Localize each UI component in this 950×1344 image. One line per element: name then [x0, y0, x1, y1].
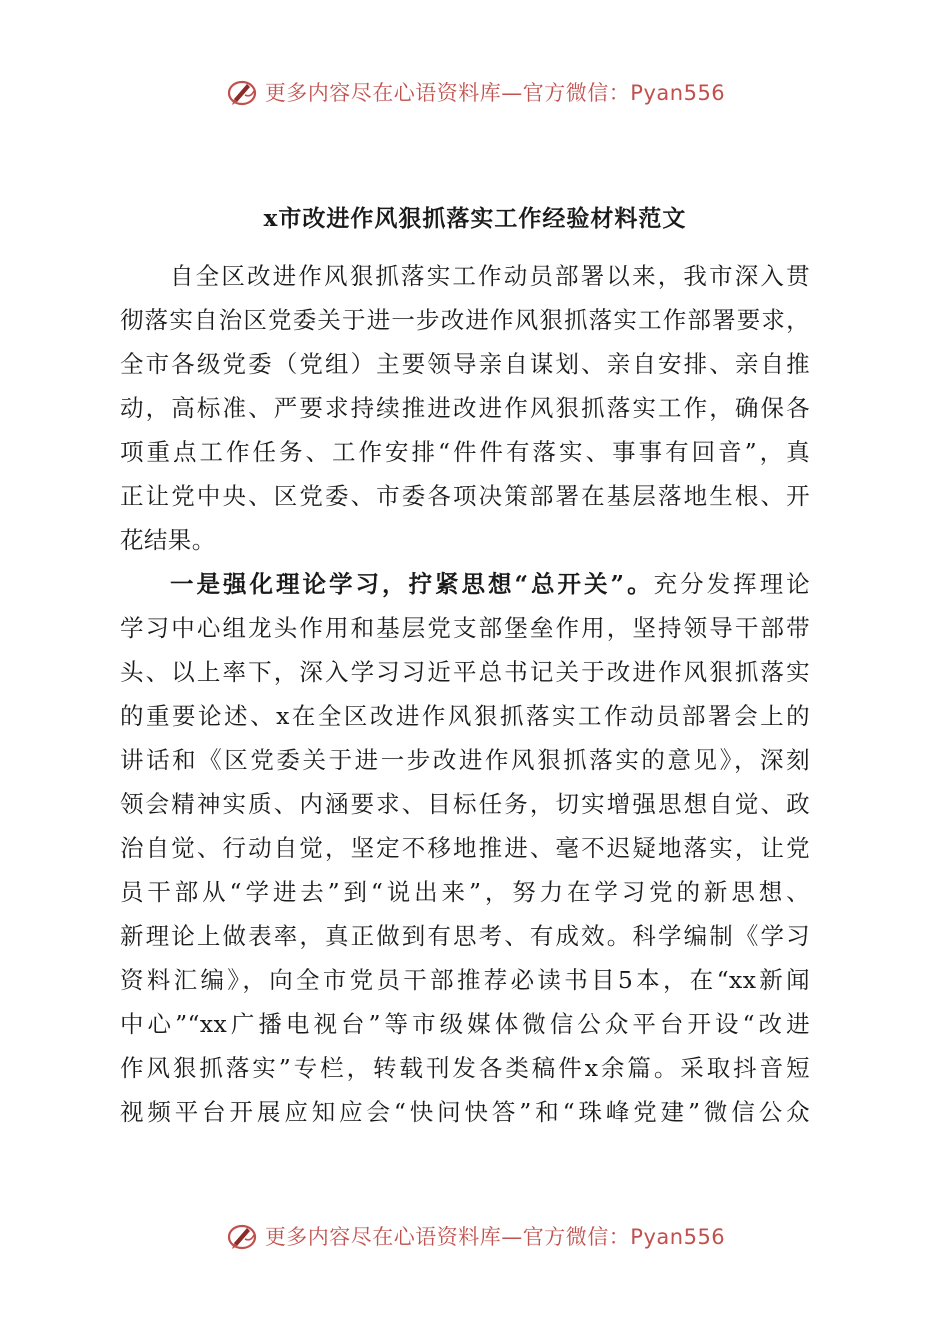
document-title: x市改进作风狠抓落实工作经验材料范文 — [263, 205, 687, 232]
footer-banner-text: 更多内容尽在心语资料库—官方微信：Pyan556 — [264, 1225, 726, 1249]
paragraph1-line: 项重点工作任务、工作安排“件件有落实、事事有回音”，真 — [120, 438, 810, 466]
paragraph2-line: 视频平台开展应知应会“快问快答”和“珠峰党建”微信公众 — [120, 1098, 810, 1126]
paragraph2-lead-heading: 一是强化理论学习，拧紧思想“总开关”。 — [170, 570, 654, 598]
paragraph2-line: 员干部从“学进去”到“说出来”，努力在学习党的新思想、 — [120, 878, 810, 906]
paragraph1-line: 全市各级党委（党组）主要领导亲自谋划、亲自安排、亲自推 — [120, 350, 810, 378]
paragraph1-line: 彻落实自治区党委关于进一步改进作风狠抓落实工作部署要求， — [120, 306, 810, 334]
pen-swirl-icon — [225, 75, 259, 109]
paragraph2-line: 治自觉、行动自觉，坚定不移地推进、毫不迟疑地落实，让党 — [120, 834, 810, 862]
header-banner — [0, 72, 950, 112]
footer-banner — [0, 1216, 950, 1256]
paragraph2-line: 作风狠抓落实”专栏，转载刊发各类稿件x余篇。采取抖音短 — [120, 1054, 810, 1082]
header-banner-text: 更多内容尽在心语资料库—官方微信：Pyan556 — [264, 81, 726, 105]
paragraph2-first-line — [120, 562, 810, 606]
paragraph2-line: 的重要论述、x在全区改进作风狠抓落实工作动员部署会上的 — [120, 702, 810, 730]
paragraph1-line: 正让党中央、区党委、市委各项决策部署在基层落地生根、开 — [120, 482, 810, 510]
paragraph2-line: 学习中心组龙头作用和基层党支部堡垒作用，坚持领导干部带 — [120, 614, 810, 642]
paragraph2-line: 新理论上做表率，真正做到有思考、有成效。科学编制《学习 — [120, 922, 810, 950]
paragraph2-line: 头、以上率下，深入学习习近平总书记关于改进作风狠抓落实 — [120, 658, 810, 686]
paragraph1-line: 动，高标准、严要求持续推进改进作风狠抓落实工作，确保各 — [120, 394, 810, 422]
pen-swirl-icon — [225, 1219, 259, 1253]
paragraph2-line: 资料汇编》，向全市党员干部推荐必读书目5本，在“xx新闻 — [120, 966, 810, 994]
document-body — [120, 254, 810, 1134]
paragraph2-line: 中心”“xx广播电视台”等市级媒体微信公众平台开设“改进 — [120, 1010, 810, 1038]
paragraph2-line: 讲话和《区党委关于进一步改进作风狠抓落实的意见》，深刻 — [120, 746, 810, 774]
paragraph2-first-line-rest: 充分发挥理论 — [653, 570, 810, 598]
paragraph1-line: 自全区改进作风狠抓落实工作动员部署以来，我市深入贯 — [170, 262, 810, 290]
paragraph1-line: 花结果。 — [120, 526, 216, 554]
paragraph2-line: 领会精神实质、内涵要求、目标任务，切实增强思想自觉、政 — [120, 790, 810, 818]
